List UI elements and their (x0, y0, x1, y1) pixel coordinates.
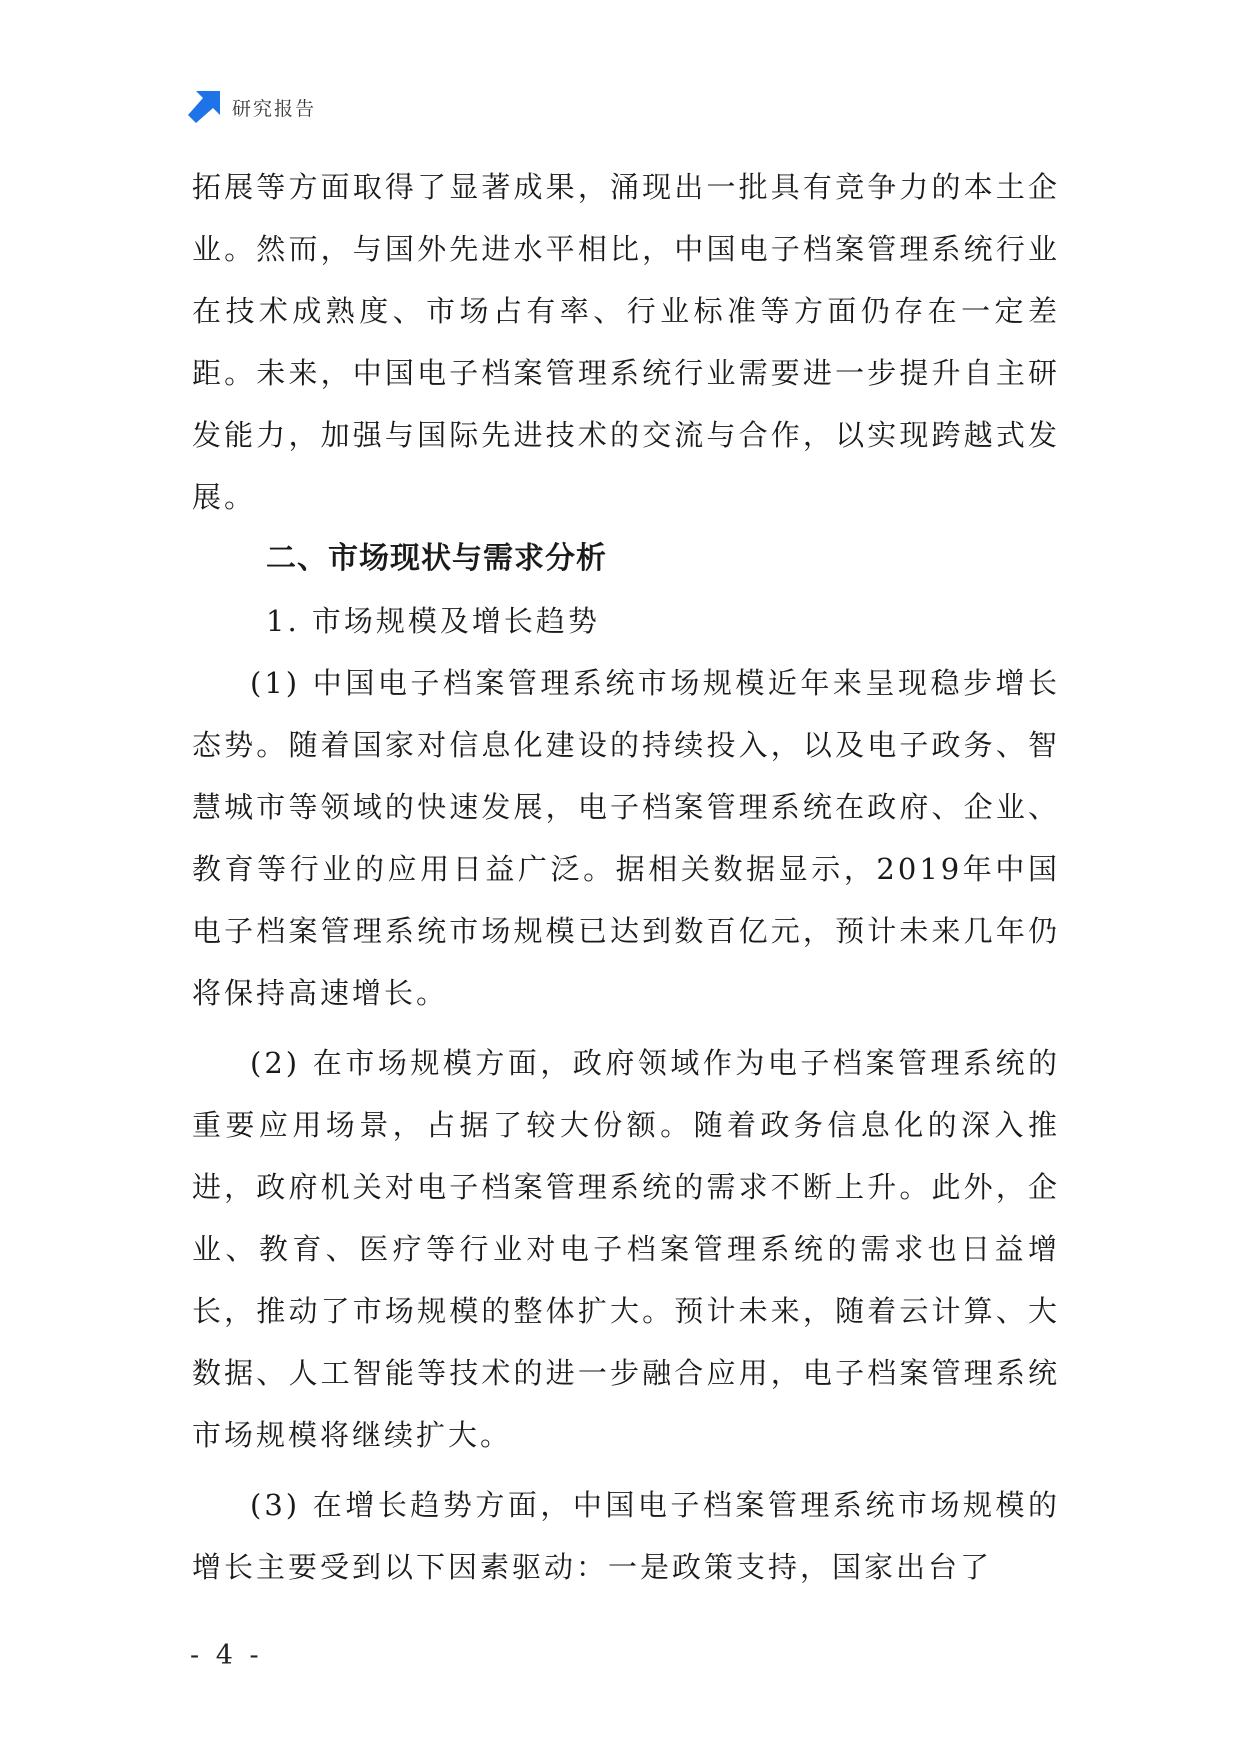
arrow-logo-icon (188, 91, 220, 123)
page-number: - 4 - (190, 1640, 263, 1671)
section-heading: 二、市场现状与需求分析 (266, 541, 607, 576)
page-header (188, 90, 316, 124)
paragraph-continued: 拓展等方面取得了显著成果，涌现出一批具有竞争力的本土企业。然而，与国外先进水平相比，中国电子档案管理系统行业在技术成熟度、市场占有率、行业标准等方面仍存在一定差距。未来，中国电子档案管理系统行业需要进一步提升自主研发能力，加强与国际先进技术的交流与合作，以实现跨越式发展。 (192, 170, 1060, 514)
header-label: 研究报告 (232, 97, 317, 120)
paragraph-2: (2) 在市场规模方面，政府领域作为电子档案管理系统的重要应用场景，占据了较大份额。随着政务信息化的深入推进，政府机关对电子档案管理系统的需求不断上升。此外，企业、教育、医疗等行业对电子档案管理系统的需求也日益增长，推动了市场规模的整体扩大。预计未来，随着云计算、大数据、人工智能等技术的进一步融合应用，电子档案管理系统市场规模将继续扩大。 (192, 1046, 1060, 1452)
document-body (192, 156, 1060, 1598)
paragraph-1: (1) 中国电子档案管理系统市场规模近年来呈现稳步增长态势。随着国家对信息化建设的持续投入，以及电子政务、智慧城市等领域的快速发展，电子档案管理系统在政府、企业、教育等行业的应用日益广泛。据相关数据显示，2019年中国电子档案管理系统市场规模已达到数百亿元，预计未来几年仍将保持高速增长。 (192, 666, 1060, 1010)
subsection-heading: 1. 市场规模及增长趋势 (266, 604, 600, 638)
paragraph-3: (3) 在增长趋势方面，中国电子档案管理系统市场规模的增长主要受到以下因素驱动：一是政策支持，国家出台了 (192, 1488, 1060, 1584)
